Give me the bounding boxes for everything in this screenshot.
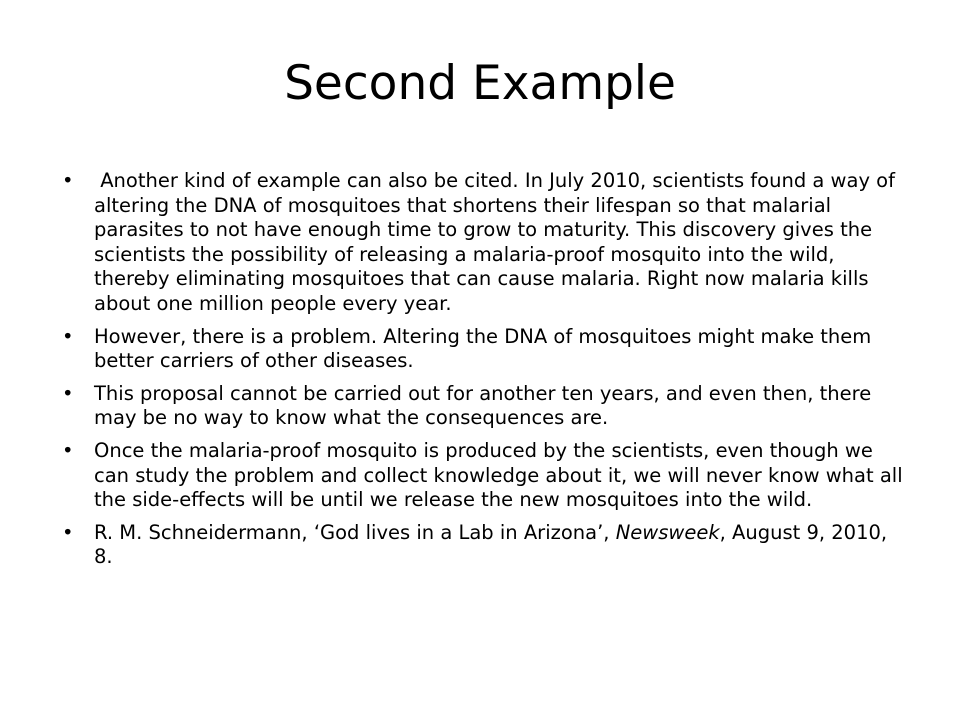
- bullet-item: [48, 439, 910, 513]
- citation-author-title: R. M. Schneidermann, ‘God lives in a Lab in Arizona’,: [94, 520, 616, 544]
- citation-publication: Newsweek: [615, 520, 720, 544]
- citation-date-page: , August 9, 2010, 8.: [94, 520, 888, 569]
- bullet-text: However, there is a problem. Altering the DNA of mosquitoes might make them better carriers of other diseases.: [94, 324, 872, 373]
- bullet-text: Another kind of example can also be cited. In July 2010, scientists found a way of altering the DNA of mosquitoes that shortens their lifespan so that malarial parasites to not have enough time to grow to maturity. This discovery gives the scientists the possibility of releasing a malaria-proof mosquito into the wild, thereby eliminating mosquitoes that can cause malaria. Right now malaria kills about one million people every year.: [94, 169, 902, 315]
- bullet-item: [48, 325, 910, 374]
- bullet-text: This proposal cannot be carried out for another ten years, and even then, there may be no way to know what the consequences are.: [94, 381, 872, 430]
- bullet-item: [48, 382, 910, 431]
- bullet-list: [48, 169, 910, 578]
- citation-text: [94, 521, 887, 569]
- bullet-marker: •: [62, 324, 74, 348]
- bullet-marker: •: [62, 169, 74, 192]
- citation-item: [48, 521, 910, 570]
- bullet-item: [48, 169, 910, 317]
- slide-title: Second Example: [284, 56, 676, 111]
- bullet-marker: •: [62, 438, 74, 462]
- bullet-marker: •: [62, 520, 74, 544]
- bullet-marker: •: [62, 381, 74, 405]
- bullet-text: Once the malaria-proof mosquito is produced by the scientists, even though we can study the problem and collect knowledge about it, we will never know what all the side-effects will be until we release the new mosquitoes into the wild.: [94, 438, 903, 512]
